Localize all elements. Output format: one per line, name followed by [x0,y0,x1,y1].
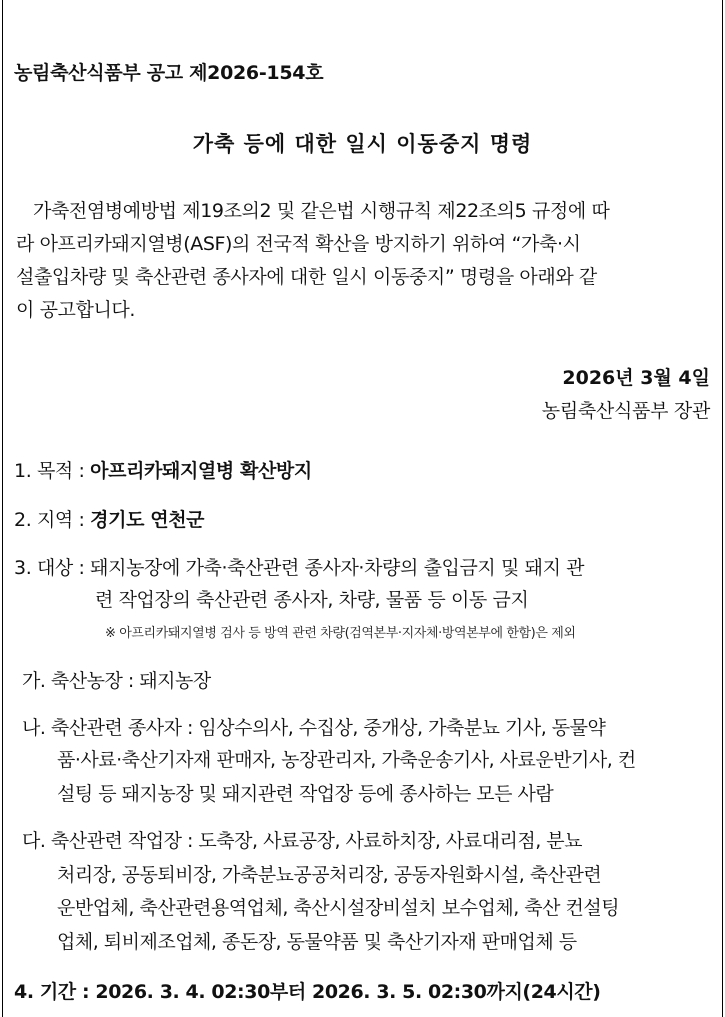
document-title: 가축 등에 대한 일시 이동중지 명령 [192,132,533,156]
intro-line: 설출입차량 및 축산관련 종사자에 대한 일시 이동중지” 명령을 아래와 같 [16,266,597,288]
subitem-workplaces-line: 운반업체, 축산관련용역업체, 축산시설장비설치 보수업체, 축산 컨설팅 [57,897,620,919]
subitem-workers-line: 나. 축산관련 종사자 : 임상수의사, 수집상, 중개상, 가축분뇨 기사, 동물약 [22,717,606,739]
item-region [14,505,204,532]
item-purpose [14,456,312,483]
issuer: 농림축산식품부 장관 [541,400,710,422]
item-target-line: 련 작업장의 축산관련 종사자, 차량, 물품 등 이동 금지 [95,589,529,611]
intro-line: 이 공고합니다. [16,299,136,321]
issue-date: 2026년 3월 4일 [562,367,710,389]
item-value: 아프리카돼지열병 확산방지 [90,460,312,482]
subitem-workplaces-line: 처리장, 공동퇴비장, 가축분뇨공공처리장, 공동자원화시설, 축산관련 [57,864,602,886]
notice-number: 농림축산식품부 공고 제2026-154호 [14,62,324,84]
item-target-line: 3. 대상 : 돼지농장에 가축·축산관련 종사자·차량의 출입금지 및 돼지 관 [14,557,585,579]
intro-paragraph [16,195,712,327]
intro-line: 라 아프리카돼지열병(ASF)의 전국적 확산을 방지하기 위하여 “가축·시 [16,233,581,255]
item-value: 경기도 연천군 [90,509,205,531]
item-label: 2. 지역 : [14,509,85,531]
subitem-livestock-farm: 가. 축산농장 : 돼지농장 [22,670,211,692]
item-label: 1. 목적 : [14,460,85,482]
target-exception-note: ※ 아프리카돼지열병 검사 등 방역 관련 차량(검역본부·지자체·방역본부에 한함)은 제외 [105,626,576,641]
subitem-workplaces-line: 업체, 퇴비제조업체, 종돈장, 동물약품 및 축산기자재 판매업체 등 [57,931,577,953]
subitem-workers-line: 설팅 등 돼지농장 및 돼지관련 작업장 등에 종사하는 모든 사람 [57,783,554,805]
intro-line: 가축전염병예방법 제19조의2 및 같은법 시행규칙 제22조의5 규정에 따 [33,200,610,222]
item-period: 4. 기간 : 2026. 3. 4. 02:30부터 2026. 3. 5. 02:30까지(24시간) [14,981,601,1003]
subitem-workers-line: 품·사료·축산기자재 판매자, 농장관리자, 가축운송기사, 사료운반기사, 컨 [57,749,636,771]
subitem-workplaces-line: 다. 축산관련 작업장 : 도축장, 사료공장, 사료하치장, 사료대리점, 분뇨 [22,830,582,852]
notice-document [2,0,723,1017]
